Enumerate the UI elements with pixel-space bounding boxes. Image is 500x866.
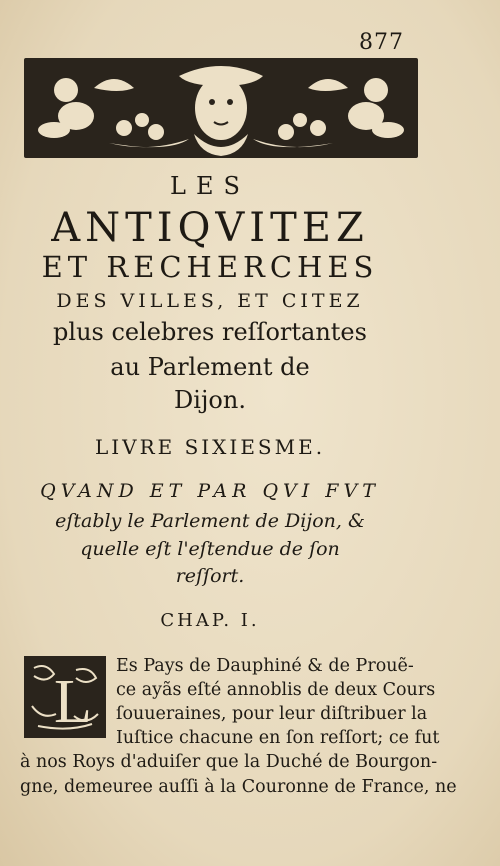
body-line-5: à nos Roys d'aduiſer que la Duché de Bourgon- (20, 752, 438, 772)
chapter-number: CHAP. I. (160, 610, 260, 631)
chapter-heading-line-4: reſſort. (175, 565, 245, 587)
title-line-5: plus celebres reſſortantes (53, 318, 367, 346)
chapter-heading-line-2: eſtably le Parlement de Dijon, & (55, 510, 365, 532)
ornamental-headpiece-icon (24, 58, 418, 158)
book-heading: LIVRE SIXIESME. (94, 435, 326, 459)
chapter-heading-line-1: QVAND ET PAR QVI FVT (40, 480, 380, 502)
page-number: 877 (359, 30, 404, 55)
body-line-4: Iuſtice chacune en ſon reſſort; ce fut (116, 728, 440, 748)
title-line-3: ET RECHERCHES (41, 250, 379, 284)
decorated-initial-icon (24, 656, 106, 738)
svg-text:L: L (54, 668, 92, 736)
chapter-heading-line-3: quelle eſt l'eſtendue de ſon (80, 538, 340, 560)
title-line-6: au Parlement de (110, 353, 310, 381)
title-line-4: DES VILLES, ET CITEZ (56, 290, 364, 312)
title-line-1: LES (170, 172, 250, 200)
body-line-3: ſouueraines, pour leur diſtribuer la (116, 704, 428, 724)
body-line-2: ce ayãs eſté annoblis de deux Cours (116, 680, 436, 700)
body-line-6: gne, demeuree auſſi à la Couronne de France, ne (20, 777, 457, 797)
body-line-1: Es Pays de Dauphiné & de Prouẽ- (116, 656, 414, 676)
title-line-7: Dijon. (174, 386, 246, 414)
title-line-2: ANTIQVITEZ (51, 205, 369, 251)
